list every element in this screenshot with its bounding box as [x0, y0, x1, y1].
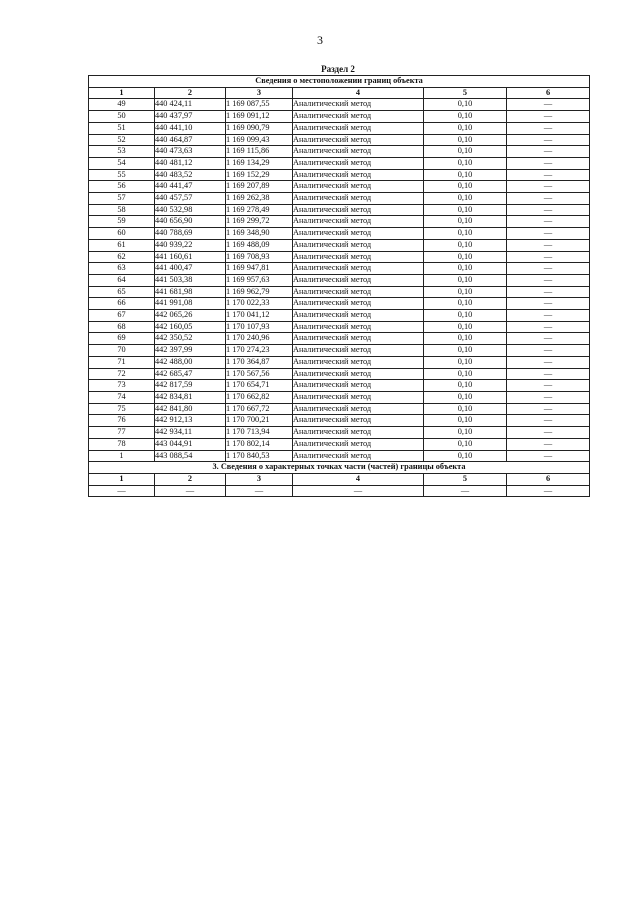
- x-coordinate-cell: 442 841,80: [155, 403, 226, 415]
- empty-cell: —: [89, 485, 155, 497]
- accuracy-cell: 0,10: [424, 333, 507, 345]
- point-number-cell: 56: [89, 181, 155, 193]
- method-cell: Аналитический метод: [293, 146, 424, 158]
- method-cell: Аналитический метод: [293, 310, 424, 322]
- table-row: [89, 310, 590, 322]
- accuracy-cell: 0,10: [424, 286, 507, 298]
- description-cell: —: [507, 415, 590, 427]
- accuracy-cell: 0,10: [424, 368, 507, 380]
- y-coordinate-cell: 1 169 488,09: [226, 239, 293, 251]
- description-cell: —: [507, 368, 590, 380]
- y-coordinate-cell: 1 169 090,79: [226, 122, 293, 134]
- method-cell: Аналитический метод: [293, 111, 424, 123]
- table-row: [89, 251, 590, 263]
- description-cell: —: [507, 134, 590, 146]
- column-header: 6: [507, 87, 590, 99]
- column-header: 2: [155, 87, 226, 99]
- x-coordinate-cell: 442 834,81: [155, 391, 226, 403]
- method-cell: Аналитический метод: [293, 204, 424, 216]
- method-cell: Аналитический метод: [293, 321, 424, 333]
- y-coordinate-cell: 1 169 262,38: [226, 193, 293, 205]
- point-number-cell: 76: [89, 415, 155, 427]
- method-cell: Аналитический метод: [293, 157, 424, 169]
- point-number-cell: 49: [89, 99, 155, 111]
- y-coordinate-cell: 1 169 115,86: [226, 146, 293, 158]
- point-number-cell: 62: [89, 251, 155, 263]
- description-cell: —: [507, 333, 590, 345]
- method-cell: Аналитический метод: [293, 450, 424, 462]
- accuracy-cell: 0,10: [424, 111, 507, 123]
- method-cell: Аналитический метод: [293, 438, 424, 450]
- table-row: [89, 111, 590, 123]
- y-coordinate-cell: 1 170 802,14: [226, 438, 293, 450]
- accuracy-cell: 0,10: [424, 321, 507, 333]
- x-coordinate-cell: 440 457,57: [155, 193, 226, 205]
- y-coordinate-cell: 1 170 274,23: [226, 345, 293, 357]
- y-coordinate-cell: 1 169 207,89: [226, 181, 293, 193]
- y-coordinate-cell: 1 170 840,53: [226, 450, 293, 462]
- column-header: 5: [424, 87, 507, 99]
- description-cell: —: [507, 321, 590, 333]
- description-cell: —: [507, 122, 590, 134]
- description-cell: —: [507, 204, 590, 216]
- table-row: [89, 415, 590, 427]
- point-number-cell: 59: [89, 216, 155, 228]
- description-cell: —: [507, 216, 590, 228]
- x-coordinate-cell: 441 681,98: [155, 286, 226, 298]
- table-row: [89, 181, 590, 193]
- y-coordinate-cell: 1 170 667,72: [226, 403, 293, 415]
- description-cell: —: [507, 193, 590, 205]
- method-cell: Аналитический метод: [293, 333, 424, 345]
- description-cell: —: [507, 298, 590, 310]
- method-cell: Аналитический метод: [293, 181, 424, 193]
- x-coordinate-cell: 442 160,05: [155, 321, 226, 333]
- x-coordinate-cell: 441 160,61: [155, 251, 226, 263]
- description-cell: —: [507, 310, 590, 322]
- point-number-cell: 64: [89, 274, 155, 286]
- accuracy-cell: 0,10: [424, 239, 507, 251]
- table-row: [89, 122, 590, 134]
- method-cell: Аналитический метод: [293, 216, 424, 228]
- empty-cell: —: [293, 485, 424, 497]
- point-number-cell: 78: [89, 438, 155, 450]
- x-coordinate-cell: 442 065,26: [155, 310, 226, 322]
- table-row: [89, 286, 590, 298]
- method-cell: Аналитический метод: [293, 251, 424, 263]
- point-number-cell: 61: [89, 239, 155, 251]
- y-coordinate-cell: 1 169 947,81: [226, 263, 293, 275]
- table-row: [89, 356, 590, 368]
- point-number-cell: 50: [89, 111, 155, 123]
- y-coordinate-cell: 1 169 091,12: [226, 111, 293, 123]
- point-number-cell: 75: [89, 403, 155, 415]
- y-coordinate-cell: 1 169 152,29: [226, 169, 293, 181]
- description-cell: —: [507, 251, 590, 263]
- table-caption: Сведения о местоположении границ объекта: [89, 76, 590, 88]
- accuracy-cell: 0,10: [424, 438, 507, 450]
- method-cell: Аналитический метод: [293, 356, 424, 368]
- table-row: [89, 485, 590, 497]
- description-cell: —: [507, 111, 590, 123]
- method-cell: Аналитический метод: [293, 263, 424, 275]
- x-coordinate-cell: 440 788,69: [155, 228, 226, 240]
- table-row: [89, 368, 590, 380]
- table-row: [89, 380, 590, 392]
- y-coordinate-cell: 1 169 087,55: [226, 99, 293, 111]
- description-cell: —: [507, 391, 590, 403]
- x-coordinate-cell: 440 441,10: [155, 122, 226, 134]
- method-cell: Аналитический метод: [293, 274, 424, 286]
- x-coordinate-cell: 443 044,91: [155, 438, 226, 450]
- table-row: [89, 157, 590, 169]
- x-coordinate-cell: 441 400,47: [155, 263, 226, 275]
- accuracy-cell: 0,10: [424, 181, 507, 193]
- x-coordinate-cell: 442 912,13: [155, 415, 226, 427]
- accuracy-cell: 0,10: [424, 403, 507, 415]
- y-coordinate-cell: 1 169 278,49: [226, 204, 293, 216]
- method-cell: Аналитический метод: [293, 415, 424, 427]
- table-row: [89, 333, 590, 345]
- table-row: [89, 228, 590, 240]
- point-number-cell: 73: [89, 380, 155, 392]
- x-coordinate-cell: 440 939,22: [155, 239, 226, 251]
- point-number-cell: 77: [89, 427, 155, 439]
- description-cell: —: [507, 438, 590, 450]
- empty-cell: —: [507, 485, 590, 497]
- accuracy-cell: 0,10: [424, 345, 507, 357]
- accuracy-cell: 0,10: [424, 274, 507, 286]
- description-cell: —: [507, 169, 590, 181]
- point-number-cell: 74: [89, 391, 155, 403]
- column-header: 1: [89, 87, 155, 99]
- table-row: [89, 438, 590, 450]
- table-row: [89, 427, 590, 439]
- description-cell: —: [507, 99, 590, 111]
- method-cell: Аналитический метод: [293, 286, 424, 298]
- boundary-coordinates-table: [88, 75, 590, 497]
- method-cell: Аналитический метод: [293, 134, 424, 146]
- y-coordinate-cell: 1 169 957,63: [226, 274, 293, 286]
- description-cell: —: [507, 403, 590, 415]
- point-number-cell: 68: [89, 321, 155, 333]
- point-number-cell: 71: [89, 356, 155, 368]
- point-number-cell: 51: [89, 122, 155, 134]
- x-coordinate-cell: 440 424,11: [155, 99, 226, 111]
- y-coordinate-cell: 1 169 134,29: [226, 157, 293, 169]
- accuracy-cell: 0,10: [424, 427, 507, 439]
- x-coordinate-cell: 442 397,99: [155, 345, 226, 357]
- empty-cell: —: [226, 485, 293, 497]
- column-header: 1: [89, 473, 155, 485]
- method-cell: Аналитический метод: [293, 391, 424, 403]
- y-coordinate-cell: 1 169 299,72: [226, 216, 293, 228]
- column-header: 3: [226, 473, 293, 485]
- description-cell: —: [507, 181, 590, 193]
- column-header: 4: [293, 473, 424, 485]
- point-number-cell: 55: [89, 169, 155, 181]
- x-coordinate-cell: 440 464,87: [155, 134, 226, 146]
- x-coordinate-cell: 440 532,98: [155, 204, 226, 216]
- accuracy-cell: 0,10: [424, 298, 507, 310]
- x-coordinate-cell: 442 488,00: [155, 356, 226, 368]
- table-row: [89, 321, 590, 333]
- table-row: [89, 345, 590, 357]
- accuracy-cell: 0,10: [424, 450, 507, 462]
- empty-cell: —: [155, 485, 226, 497]
- y-coordinate-cell: 1 170 364,87: [226, 356, 293, 368]
- y-coordinate-cell: 1 170 713,94: [226, 427, 293, 439]
- column-header: 3: [226, 87, 293, 99]
- section-title: Раздел 2: [321, 64, 355, 74]
- y-coordinate-cell: 1 169 962,79: [226, 286, 293, 298]
- y-coordinate-cell: 1 170 107,93: [226, 321, 293, 333]
- accuracy-cell: 0,10: [424, 380, 507, 392]
- description-cell: —: [507, 239, 590, 251]
- table-row: [89, 391, 590, 403]
- description-cell: —: [507, 427, 590, 439]
- accuracy-cell: 0,10: [424, 228, 507, 240]
- table-row: [89, 298, 590, 310]
- table-row: [89, 193, 590, 205]
- subsection-caption: 3. Сведения о характерных точках части (частей) границы объекта: [89, 462, 590, 474]
- method-cell: Аналитический метод: [293, 427, 424, 439]
- y-coordinate-cell: 1 170 700,21: [226, 415, 293, 427]
- method-cell: Аналитический метод: [293, 403, 424, 415]
- x-coordinate-cell: 442 934,11: [155, 427, 226, 439]
- x-coordinate-cell: 441 503,38: [155, 274, 226, 286]
- description-cell: —: [507, 263, 590, 275]
- accuracy-cell: 0,10: [424, 193, 507, 205]
- accuracy-cell: 0,10: [424, 146, 507, 158]
- x-coordinate-cell: 440 437,97: [155, 111, 226, 123]
- description-cell: —: [507, 228, 590, 240]
- method-cell: Аналитический метод: [293, 380, 424, 392]
- page-number: 3: [317, 33, 323, 47]
- point-number-cell: 66: [89, 298, 155, 310]
- x-coordinate-cell: 442 817,59: [155, 380, 226, 392]
- description-cell: —: [507, 157, 590, 169]
- description-cell: —: [507, 356, 590, 368]
- point-number-cell: 67: [89, 310, 155, 322]
- table-row: [89, 204, 590, 216]
- y-coordinate-cell: 1 169 348,90: [226, 228, 293, 240]
- accuracy-cell: 0,10: [424, 263, 507, 275]
- y-coordinate-cell: 1 169 099,43: [226, 134, 293, 146]
- method-cell: Аналитический метод: [293, 298, 424, 310]
- accuracy-cell: 0,10: [424, 251, 507, 263]
- description-cell: —: [507, 286, 590, 298]
- description-cell: —: [507, 274, 590, 286]
- x-coordinate-cell: 442 350,52: [155, 333, 226, 345]
- x-coordinate-cell: 440 656,90: [155, 216, 226, 228]
- point-number-cell: 53: [89, 146, 155, 158]
- table-row: [89, 263, 590, 275]
- x-coordinate-cell: 440 481,12: [155, 157, 226, 169]
- point-number-cell: 72: [89, 368, 155, 380]
- method-cell: Аналитический метод: [293, 368, 424, 380]
- description-cell: —: [507, 345, 590, 357]
- y-coordinate-cell: 1 169 708,93: [226, 251, 293, 263]
- method-cell: Аналитический метод: [293, 239, 424, 251]
- accuracy-cell: 0,10: [424, 204, 507, 216]
- y-coordinate-cell: 1 170 041,12: [226, 310, 293, 322]
- column-header: 6: [507, 473, 590, 485]
- accuracy-cell: 0,10: [424, 216, 507, 228]
- column-header: 5: [424, 473, 507, 485]
- y-coordinate-cell: 1 170 240,96: [226, 333, 293, 345]
- column-header: 2: [155, 473, 226, 485]
- method-cell: Аналитический метод: [293, 345, 424, 357]
- point-number-cell: 52: [89, 134, 155, 146]
- point-number-cell: 65: [89, 286, 155, 298]
- accuracy-cell: 0,10: [424, 391, 507, 403]
- column-header: 4: [293, 87, 424, 99]
- accuracy-cell: 0,10: [424, 169, 507, 181]
- table-row: [89, 146, 590, 158]
- table-row: [89, 134, 590, 146]
- method-cell: Аналитический метод: [293, 122, 424, 134]
- point-number-cell: 63: [89, 263, 155, 275]
- point-number-cell: 58: [89, 204, 155, 216]
- table-row: [89, 239, 590, 251]
- point-number-cell: 69: [89, 333, 155, 345]
- y-coordinate-cell: 1 170 022,33: [226, 298, 293, 310]
- table-row: [89, 216, 590, 228]
- x-coordinate-cell: 440 483,52: [155, 169, 226, 181]
- x-coordinate-cell: 441 991,08: [155, 298, 226, 310]
- point-number-cell: 60: [89, 228, 155, 240]
- x-coordinate-cell: 443 088,54: [155, 450, 226, 462]
- table-row: [89, 274, 590, 286]
- point-number-cell: 1: [89, 450, 155, 462]
- method-cell: Аналитический метод: [293, 99, 424, 111]
- x-coordinate-cell: 440 441,47: [155, 181, 226, 193]
- table-row: [89, 169, 590, 181]
- method-cell: Аналитический метод: [293, 193, 424, 205]
- y-coordinate-cell: 1 170 654,71: [226, 380, 293, 392]
- accuracy-cell: 0,10: [424, 157, 507, 169]
- accuracy-cell: 0,10: [424, 122, 507, 134]
- point-number-cell: 57: [89, 193, 155, 205]
- y-coordinate-cell: 1 170 662,82: [226, 391, 293, 403]
- point-number-cell: 70: [89, 345, 155, 357]
- x-coordinate-cell: 442 685,47: [155, 368, 226, 380]
- table-row: [89, 99, 590, 111]
- empty-cell: —: [424, 485, 507, 497]
- accuracy-cell: 0,10: [424, 310, 507, 322]
- table-row: [89, 450, 590, 462]
- description-cell: —: [507, 146, 590, 158]
- description-cell: —: [507, 380, 590, 392]
- y-coordinate-cell: 1 170 567,56: [226, 368, 293, 380]
- accuracy-cell: 0,10: [424, 356, 507, 368]
- table-row: [89, 403, 590, 415]
- accuracy-cell: 0,10: [424, 99, 507, 111]
- x-coordinate-cell: 440 473,63: [155, 146, 226, 158]
- point-number-cell: 54: [89, 157, 155, 169]
- method-cell: Аналитический метод: [293, 169, 424, 181]
- accuracy-cell: 0,10: [424, 415, 507, 427]
- description-cell: —: [507, 450, 590, 462]
- accuracy-cell: 0,10: [424, 134, 507, 146]
- method-cell: Аналитический метод: [293, 228, 424, 240]
